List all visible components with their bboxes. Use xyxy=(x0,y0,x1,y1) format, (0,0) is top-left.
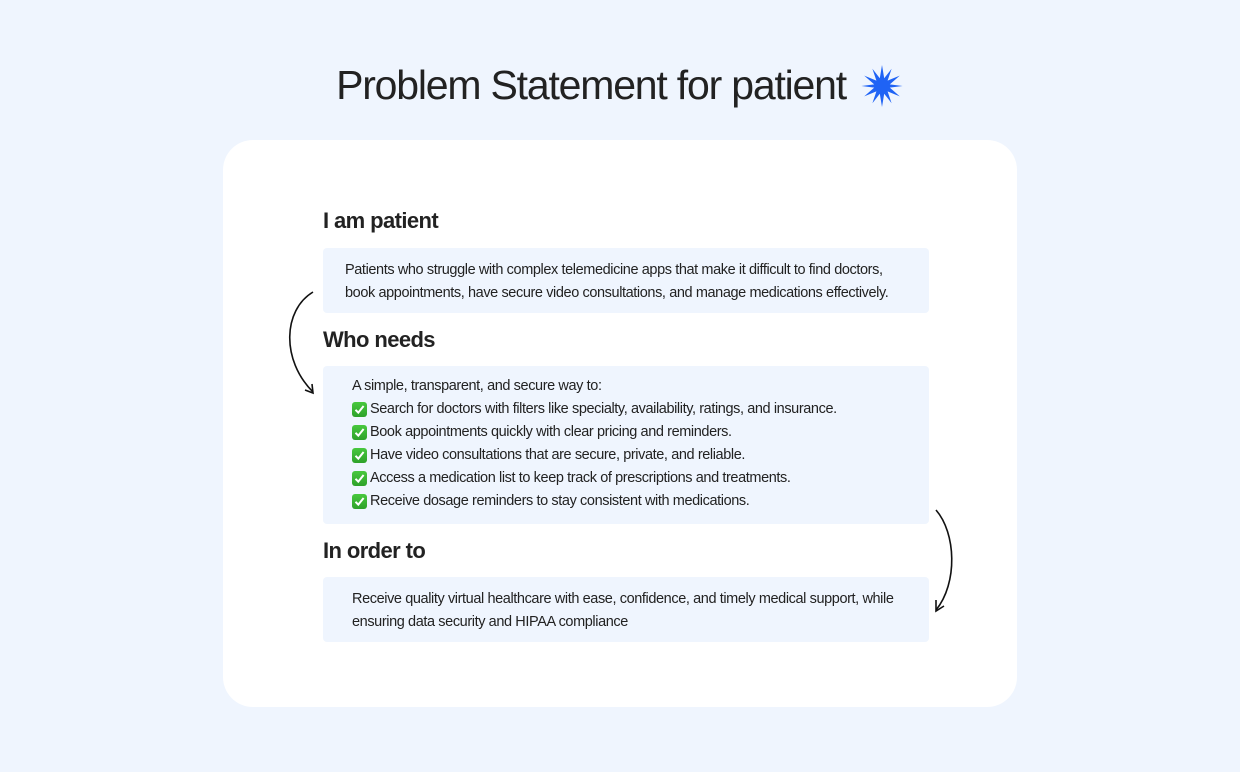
curved-arrow-left-icon xyxy=(283,290,323,400)
description-line: book appointments, have secure video consultations, and manage medications effectively. xyxy=(345,285,889,301)
curved-arrow-right-icon xyxy=(928,508,968,618)
goal-line: Receive quality virtual healthcare with ease, confidence, and timely medical support, while xyxy=(352,591,894,607)
title-row xyxy=(0,62,1240,109)
check-mark-icon xyxy=(352,402,367,417)
need-item xyxy=(352,398,929,421)
needs-intro: A simple, transparent, and secure way to: xyxy=(352,378,602,394)
need-item-text: Search for doctors with filters like specialty, availability, ratings, and insurance. xyxy=(370,401,837,417)
need-item xyxy=(352,467,929,490)
heading-i-am-patient: I am patient xyxy=(323,208,439,233)
page-title: Problem Statement for patient xyxy=(336,62,846,108)
need-item-text: Book appointments quickly with clear pricing and reminders. xyxy=(370,424,732,440)
heading-who-needs: Who needs xyxy=(323,327,435,352)
description-line: Patients who struggle with complex telemedicine apps that make it difficult to find doctors, xyxy=(345,262,883,278)
need-item xyxy=(352,421,929,444)
needs-box xyxy=(323,366,929,524)
need-item-text: Have video consultations that are secure, private, and reliable. xyxy=(370,447,745,463)
check-mark-icon xyxy=(352,425,367,440)
goal-line: ensuring data security and HIPAA compliance xyxy=(352,614,628,630)
check-mark-icon xyxy=(352,448,367,463)
need-item-text: Receive dosage reminders to stay consistent with medications. xyxy=(370,493,750,509)
need-item-text: Access a medication list to keep track of prescriptions and treatments. xyxy=(370,470,791,486)
problem-statement-card xyxy=(223,140,1017,707)
goal-box xyxy=(323,577,929,642)
heading-in-order-to: In order to xyxy=(323,538,426,563)
check-mark-icon xyxy=(352,471,367,486)
need-item xyxy=(352,444,929,467)
need-item xyxy=(352,490,929,513)
sparkle-star-icon xyxy=(860,64,904,108)
patient-description-box xyxy=(323,248,929,313)
check-mark-icon xyxy=(352,494,367,509)
